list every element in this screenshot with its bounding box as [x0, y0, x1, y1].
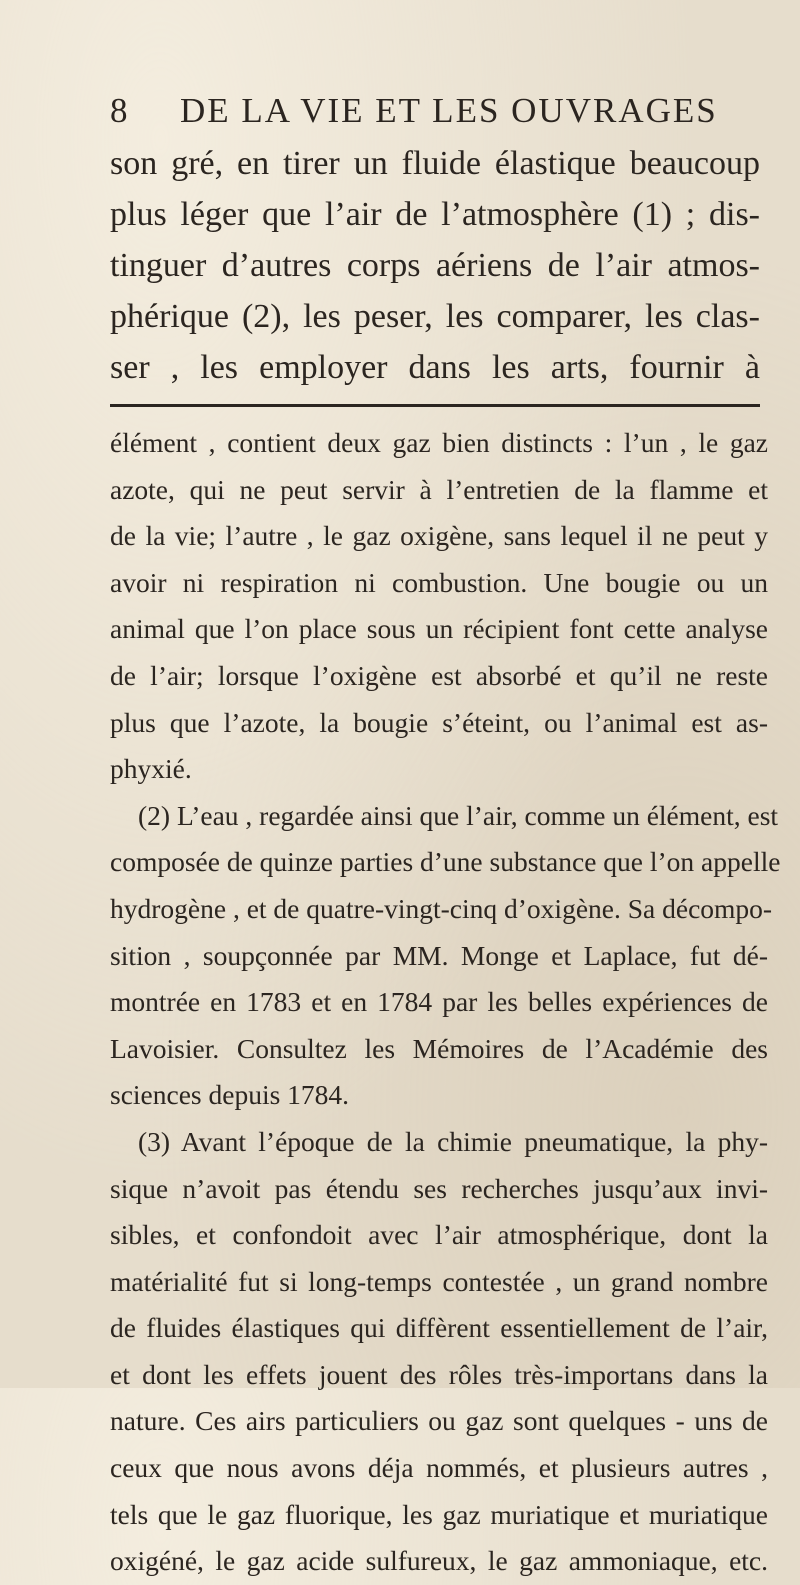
note-line: ceux que nous avons déja nommés, et plusieurs autres ,: [110, 1452, 768, 1484]
note-line: sition , soupçonnée par MM. Monge et Laplace, fut dé-: [110, 939, 768, 971]
footnote-separator: [110, 404, 760, 407]
note-line: oxigéné, le gaz acide sulfureux, le gaz ammoniaque, etc.: [110, 1545, 768, 1577]
note-line: de la vie; l’autre , le gaz oxigène, sans lequel il ne peut y: [110, 520, 768, 552]
running-head: [110, 88, 750, 134]
text-line: plus léger que l’air de l’atmosphère (1) ; dis-: [110, 196, 760, 233]
note-line: matérialité fut si long-temps contestée , un grand nombre: [110, 1265, 768, 1297]
text-line: son gré, en tirer un fluide élastique beaucoup: [110, 145, 760, 182]
note-line: et dont les effets jouent des rôles très-importans dans la: [110, 1358, 768, 1390]
note-line: phyxié.: [110, 753, 192, 785]
note-line: élément , contient deux gaz bien distincts : l’un , le gaz: [110, 427, 768, 458]
note-line: azote, qui ne peut servir à l’entretien de la flamme et: [110, 473, 768, 505]
note-line: de fluides élastiques qui diffèrent essentiellement de l’air,: [110, 1312, 768, 1344]
note-line: hydrogène , et de quatre-vingt-cinq d’oxigène. Sa décompo-: [110, 892, 773, 924]
running-title: DE LA VIE ET LES OUVRAGES: [180, 91, 718, 130]
footnote-3: [110, 1119, 768, 1585]
note-line: (2) L’eau , regardée ainsi que l’air, comme un élément, est: [138, 799, 779, 831]
note-line: composée de quinze parties d’une substance que l’on appelle: [110, 846, 781, 878]
main-text: [110, 138, 760, 393]
note-line: sibles, et confondoit avec l’air atmosphérique, dont la: [110, 1219, 768, 1251]
note-line: nature. Ces airs particuliers ou gaz sont quelques - uns de: [110, 1405, 768, 1437]
footnotes: [110, 420, 781, 1585]
note-line: montrée en 1783 et en 1784 par les belles expériences de: [110, 986, 768, 1018]
footnote-2: [110, 793, 781, 1119]
note-line: avoir ni respiration ni combustion. Une bougie ou un: [110, 566, 768, 598]
note-line: tels que le gaz fluorique, les gaz muriatique et muriatique: [110, 1498, 768, 1530]
note-line: (3) Avant l’époque de la chimie pneumatique, la phy-: [138, 1125, 768, 1157]
note-line: sique n’avoit pas étendu ses recherches jusqu’aux invi-: [110, 1172, 768, 1204]
note-line: sciences depuis 1784.: [110, 1079, 350, 1111]
text-line: tinguer d’autres corps aériens de l’air atmos-: [110, 247, 760, 284]
page-number: 8: [110, 91, 130, 130]
footnote-1-continuation: [110, 420, 768, 793]
text-line: ser , les employer dans les arts, fournir à: [110, 349, 760, 386]
text-line: phérique (2), les peser, les comparer, les clas-: [110, 298, 760, 335]
note-line: plus que l’azote, la bougie s’éteint, ou l’animal est as-: [110, 706, 768, 738]
note-line: animal que l’on place sous un récipient font cette analyse: [110, 613, 768, 645]
note-line: Lavoisier. Consultez les Mémoires de l’Académie des: [110, 1032, 768, 1064]
note-line: de l’air; lorsque l’oxigène est absorbé et qu’il ne reste: [110, 659, 768, 691]
